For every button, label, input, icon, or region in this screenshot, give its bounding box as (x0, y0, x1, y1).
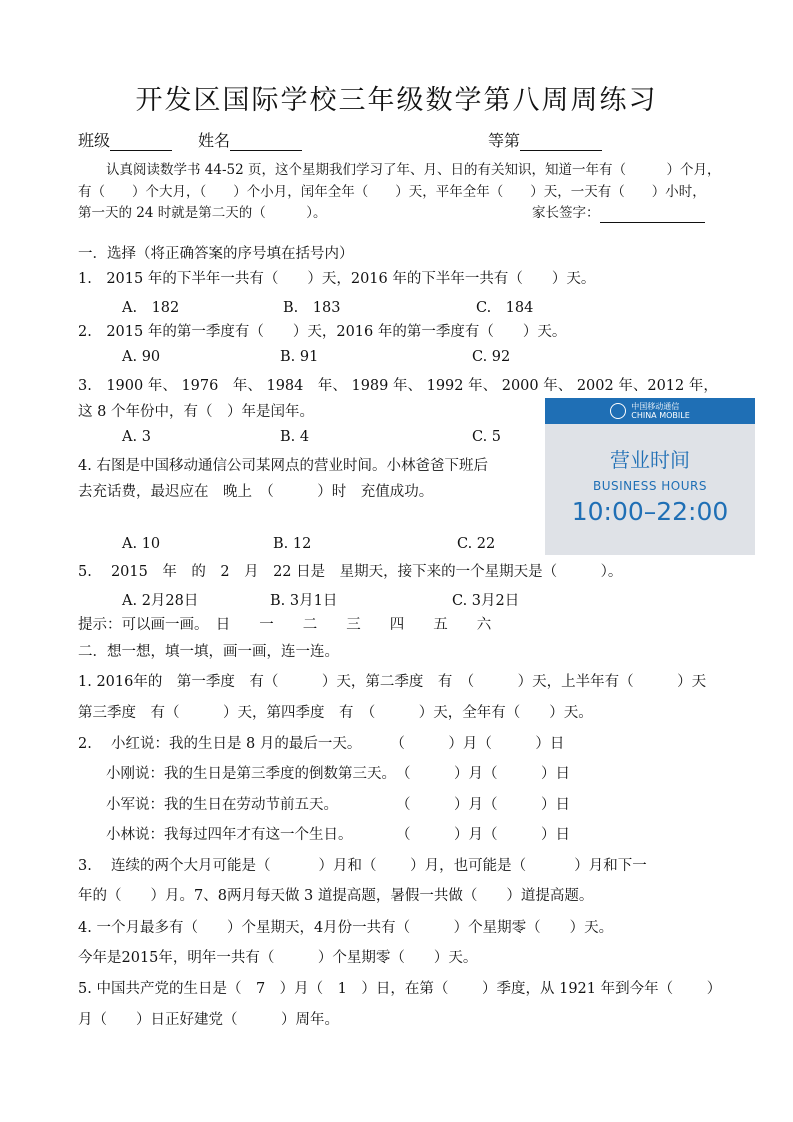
s1-q4-option-c: C. 22 (457, 536, 496, 552)
name-blank[interactable] (230, 134, 302, 151)
section1-heading: 一．选择（将正确答案的序号填在括号内） (78, 246, 354, 262)
s2-q1-line-1: 1. 2016年的 第一季度 有（ ）天，第二季度 有 （ ）天，上半年有（ ）天 (78, 674, 707, 690)
grade-label: 等第 (488, 131, 521, 150)
name-label: 姓名 (198, 131, 231, 150)
page-title: 开发区国际学校三年级数学第八周周练习 (135, 85, 658, 116)
s1-q3-line-2: 这 8 个年份中，有（ ）年是闰年。 (78, 404, 314, 420)
s1-q2: 2. 2015 年的第一季度有（ ）天，2016 年的第一季度有（ ）天。 (78, 324, 567, 340)
s1-q2-option-a: A. 90 (122, 349, 161, 365)
ad-brand-en: CHINA MOBILE (631, 411, 690, 420)
s2-q1-line-2: 第三季度 有（ ）天，第四季度 有 （ ）天，全年有（ ）天。 (78, 705, 593, 721)
intro-line-2: 有（ ）个大月，（ ）个小月，闰年全年（ ）天，平年全年（ ）天，一天有（ ）小时， (78, 184, 706, 200)
ad-brand-bar (545, 398, 755, 424)
s1-q4-option-a: A. 10 (122, 536, 161, 552)
s1-q3-option-c: C. 5 (472, 429, 502, 445)
grade-blank[interactable] (520, 134, 602, 151)
s1-q1: 1. 2015 年的下半年一共有（ ）天，2016 年的下半年一共有（ ）天。 (78, 271, 596, 287)
intro-line-1: 认真阅读数学书 44-52 页，这个星期我们学习了年、月、日的有关知识，知道一年有（ ）个月， (106, 162, 721, 178)
s1-q5: 5. 2015 年 的 2 月 22 日是 星期天，接下来的一个星期天是（ ）。 (78, 564, 623, 580)
ad-title-cn: 营业时间 (610, 448, 690, 472)
s2-q5-line-2: 月（ ）日正好建党（ ）周年。 (78, 1012, 339, 1028)
s1-q4-line-2: 去充话费，最迟应在 晚上 （ ）时 充值成功。 (78, 484, 434, 500)
intro-line-3: 第一天的 24 时就是第二天的（ ）。 (78, 205, 327, 221)
s2-q5-line-1: 5. 中国共产党的生日是（ 7 ）月（ 1 ）日，在第（ ）季度，从 1921 年到今年（ ） (78, 981, 722, 997)
s1-q3-option-b: B. 4 (280, 429, 310, 445)
name-field (198, 128, 302, 151)
section2-heading: 二．想一想，填一填，画一画，连一连。 (78, 644, 339, 660)
s2-q3-line-2: 年的（ ）月。7、8两月每天做 3 道提高题，暑假一共做（ ）道提高题。 (78, 888, 594, 904)
s1-q3-option-a: A. 3 (122, 429, 151, 445)
s1-q2-option-c: C. 92 (472, 349, 511, 365)
s2-q2-row-2: 小刚说：我的生日是第三季度的倒数第三天。 （ ）月（ ）日 (106, 766, 570, 782)
ad-hours: 10:00–22:00 (571, 497, 729, 526)
s1-hint: 提示：可以画一画。 日 一 二 三 四 五 六 (78, 617, 492, 633)
s2-q2-row-1: 2. 小红说：我的生日是 8 月的最后一天。 （ ）月（ ）日 (78, 736, 565, 752)
s2-q3-line-1: 3. 连续的两个大月可能是（ ）月和（ ）月，也可能是（ ）月和下一 (78, 858, 647, 874)
class-field (78, 128, 172, 151)
s2-q4-line-1: 4. 一个月最多有（ ）个星期天，4月份一共有（ ）个星期零（ ）天。 (78, 920, 614, 936)
s1-q5-option-c: C. 3月2日 (452, 593, 520, 609)
china-mobile-hours-image (545, 398, 755, 555)
class-label: 班级 (78, 131, 111, 150)
china-mobile-logo-icon (610, 403, 626, 419)
s1-q1-option-a: A. 182 (122, 300, 180, 316)
parent-sign-blank[interactable] (600, 208, 705, 223)
s1-q4-line-1: 4. 右图是中国移动通信公司某网点的营业时间。小林爸爸下班后 (78, 458, 488, 474)
ad-brand (631, 402, 690, 420)
s1-q5-option-a: A. 2月28日 (122, 593, 199, 609)
s2-q2-row-3: 小军说：我的生日在劳动节前五天。 （ ）月（ ）日 (106, 797, 570, 813)
s1-q5-option-b: B. 3月1日 (270, 593, 338, 609)
s1-q3-line-1: 3. 1900 年、 1976 年、 1984 年、 1989 年、 1992 年、 2000 年、 2002 年、2012 年， (78, 378, 718, 394)
parent-sign-label: 家长签字： (532, 205, 600, 221)
s1-q2-option-b: B. 91 (280, 349, 319, 365)
ad-title-en: BUSINESS HOURS (593, 479, 707, 493)
class-blank[interactable] (110, 134, 172, 151)
parent-sign (532, 203, 733, 223)
grade-field (488, 128, 602, 151)
ad-brand-cn: 中国移动通信 (631, 402, 680, 411)
s2-q4-line-2: 今年是2015年，明年一共有（ ）个星期零（ ）天。 (78, 950, 478, 966)
s1-q4-option-b: B. 12 (273, 536, 312, 552)
s1-q1-option-b: B. 183 (283, 300, 341, 316)
s2-q2-row-4: 小林说：我每过四年才有这一个生日。 （ ）月（ ）日 (106, 827, 570, 843)
s1-q1-option-c: C. 184 (476, 300, 534, 316)
